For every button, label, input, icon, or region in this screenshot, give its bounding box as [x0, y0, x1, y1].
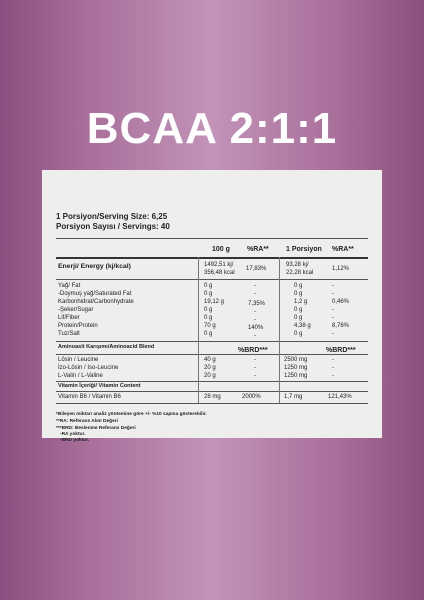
nutrient-ra1-protein: 140% [248, 325, 264, 331]
nutrient-ra1-salt: - [254, 333, 256, 339]
vitamin-portion-b6: 1,7 mg [284, 394, 303, 400]
serving-count: Porsiyon Sayısı / Servings: 40 [56, 222, 170, 231]
amino-brd1-isoleucine: - [254, 365, 256, 371]
nutrient-portion-carbs: 1,2 g [294, 299, 308, 305]
aminoacid-header: Aminoasit Karışımı/Aminoacid Blend [58, 344, 155, 350]
nutrient-portion-fat: 0 g [294, 283, 303, 289]
footnote-1: *Bileşen miktarı analiz yöntemine göre +/- %10 sapma gösterebilir. [56, 412, 207, 417]
amino-label-valine: L-Valin / L-Valine [58, 373, 103, 379]
nutrient-ra2-salt: - [332, 331, 334, 337]
footnote-5: -BRD yoktur. [60, 438, 90, 443]
nutrition-panel [42, 170, 382, 443]
amino-label-leucine: Lösin / Leucine [58, 357, 99, 363]
nutrient-label-protein: Protein/Protein [58, 323, 98, 329]
header-rule [56, 257, 368, 259]
energy-100-kcal: 356,48 kcal [204, 270, 235, 276]
col-separator-1 [198, 257, 199, 403]
nutrient-ra2-fiber: - [332, 315, 334, 321]
footnote-4: -RA yoktur. [60, 432, 86, 437]
amino-brd2-leucine: - [332, 357, 334, 363]
serving-size: 1 Porsiyon/Serving Size: 6,25 [56, 212, 168, 221]
energy-rule [56, 279, 368, 280]
nutrient-portion-fiber: 0 g [294, 315, 303, 321]
nutrient-ra2-saturated: - [332, 291, 334, 297]
aminoacid-header-rule [56, 354, 368, 355]
nutrient-portion-protein: 4,38 g [294, 323, 311, 329]
nutrient-ra1-saturated: - [254, 291, 256, 297]
footnote-3: ***BRD: Beslenme Referans Değeri [56, 426, 136, 431]
vitamin-brd2-b6: 121,43% [328, 394, 352, 400]
amino-brd1-valine: - [254, 373, 256, 379]
vitamin-100-b6: 28 mg [204, 394, 221, 400]
aminoacid-brd2-header: %BRD*** [326, 347, 356, 354]
col-header-portion: 1 Porsiyon [286, 246, 322, 253]
table-bottom-rule [56, 403, 368, 404]
nutrient-portion-saturated: 0 g [294, 291, 303, 297]
nutrient-ra1-fiber: - [254, 317, 256, 323]
amino-100-valine: 20 g [204, 373, 216, 379]
vitamin-header: Vitamin İçeriği/ Vitamin Content [58, 383, 141, 389]
nutrient-label-fat: Yağ/ Fat [58, 283, 81, 289]
nutrients-rule [56, 341, 368, 342]
nutrient-label-sugar: -Şeker/Sugar [58, 307, 94, 313]
aminoacid-brd1-header: %BRD*** [238, 347, 268, 354]
col-header-ra1: %RA** [247, 246, 269, 253]
nutrient-100-saturated: 0 g [204, 291, 213, 297]
footnote-2: **RA: Referans Alım Değeri [56, 419, 118, 424]
nutrient-ra2-protein: 8,76% [332, 323, 350, 329]
nutrient-100-protein: 70 g [204, 323, 216, 329]
nutrient-portion-salt: 0 g [294, 331, 303, 337]
col-header-ra2: %RA** [332, 246, 354, 253]
nutrient-ra2-fat: - [332, 283, 334, 289]
aminoacid-rule [56, 381, 368, 382]
table-top-rule [56, 238, 368, 239]
vitamin-brd1-b6: 2000% [242, 394, 261, 400]
serving-info [56, 212, 170, 232]
nutrient-100-sugar: 0 g [204, 307, 213, 313]
nutrient-portion-sugar: 0 g [294, 307, 303, 313]
amino-portion-leucine: 2500 mg [284, 357, 308, 363]
energy-ra2: 1,12% [332, 266, 350, 272]
nutrient-label-fiber: Lif/Fiber [58, 315, 80, 321]
nutrient-ra1-fat: - [254, 283, 256, 289]
vitamin-header-rule [56, 391, 368, 392]
nutrient-ra2-carbs: 0,46% [332, 299, 350, 305]
nutrient-label-saturated: -Doymuş yağ/Saturated Fat [58, 291, 132, 297]
nutrient-100-fiber: 0 g [204, 315, 213, 321]
energy-label: Enerji/ Energy (kj/kcal) [58, 263, 131, 270]
energy-100-kj: 1492,51 kj/ [204, 262, 234, 268]
product-title: BCAA 2:1:1 [86, 104, 338, 153]
nutrient-ra1-carbs: 7,35% [248, 301, 266, 307]
amino-100-isoleucine: 20 g [204, 365, 216, 371]
amino-label-isoleucine: İzo-Lösin / Iso-Leucine [58, 365, 119, 371]
col-separator-2 [279, 257, 280, 403]
energy-portion-kcal: 22,28 kcal [286, 270, 314, 276]
amino-100-leucine: 40 g [204, 357, 216, 363]
nutrient-label-carbs: Karbonhidrat/Carbonhydrate [58, 299, 134, 305]
nutrient-ra1-sugar: - [254, 309, 256, 315]
vitamin-label-b6: Vitamin B6 / Vitamin B6 [58, 394, 121, 400]
energy-portion-kj: 93,28 kj/ [286, 262, 309, 268]
amino-brd1-leucine: - [254, 357, 256, 363]
amino-brd2-valine: - [332, 373, 334, 379]
energy-ra1: 17,83% [246, 266, 267, 272]
nutrient-100-fat: 0 g [204, 283, 213, 289]
col-header-100g: 100 g [212, 246, 230, 253]
nutrient-100-salt: 0 g [204, 331, 213, 337]
nutrient-ra2-sugar: - [332, 307, 334, 313]
amino-brd2-isoleucine: - [332, 365, 334, 371]
amino-portion-valine: 1250 mg [284, 373, 308, 379]
nutrient-100-carbs: 19,12 g [204, 299, 225, 305]
amino-portion-isoleucine: 1250 mg [284, 365, 308, 371]
nutrient-label-salt: Tuz/Salt [58, 331, 80, 337]
